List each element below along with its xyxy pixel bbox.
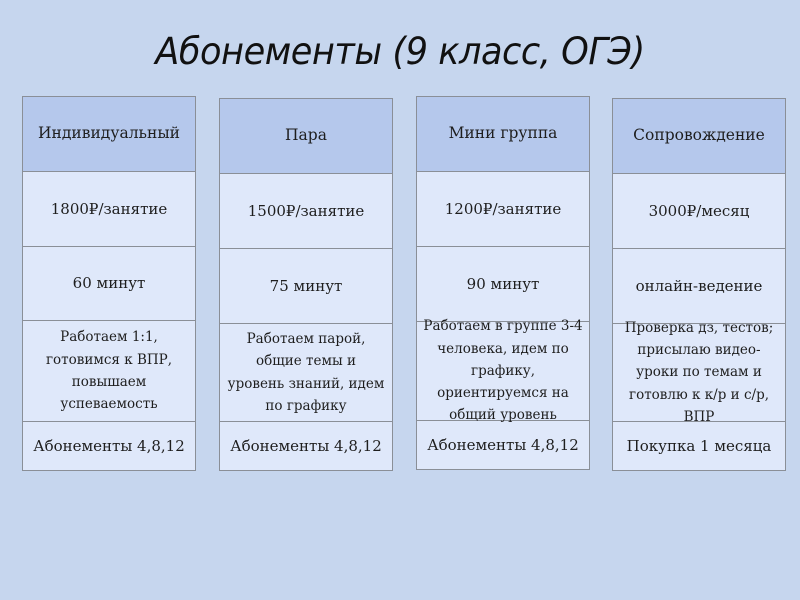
plan-duration: онлайн-ведение <box>613 249 785 324</box>
plan-package: Абонементы 4,8,12 <box>230 436 382 455</box>
plan-description: Работаем в группе 3-4 человека, идем по графику, ориентируемся на общий уровень <box>417 322 589 421</box>
plan-package: Покупка 1 месяца <box>626 436 772 455</box>
plan-name: Мини группа <box>417 97 589 172</box>
plan-price: 1800₽/занятие <box>23 172 195 247</box>
plan-duration: 90 минут <box>417 247 589 322</box>
plan-package: Абонементы 4,8,12 <box>427 435 579 454</box>
plan-name: Пара <box>220 99 392 174</box>
plan-name: Сопровождение <box>613 99 785 174</box>
plan-card-mini-group <box>416 96 590 470</box>
plan-description: Проверка дз, тестов; присылаю видео-уроки по темам и готовлю к к/р и с/р, ВПР <box>613 324 785 422</box>
plan-duration: 75 минут <box>220 249 392 324</box>
page-title: Абонементы (9 класс, ОГЭ) <box>155 30 645 73</box>
plan-description: Работаем парой, общие темы и уровень знаний, идем по графику <box>220 324 392 422</box>
plan-price: 1200₽/занятие <box>417 172 589 247</box>
plan-package: Абонементы 4,8,12 <box>33 436 185 455</box>
plan-description: Работаем 1:1, готовимся к ВПР, повышаем успеваемость <box>23 321 195 422</box>
plan-price: 1500₽/занятие <box>220 174 392 249</box>
plan-card-pair <box>219 98 393 471</box>
plan-name: Индивидуальный <box>23 97 195 172</box>
plan-card-support <box>612 98 786 471</box>
plan-duration: 60 минут <box>23 247 195 321</box>
plan-card-individual <box>22 96 196 471</box>
plan-price: 3000₽/месяц <box>613 174 785 249</box>
